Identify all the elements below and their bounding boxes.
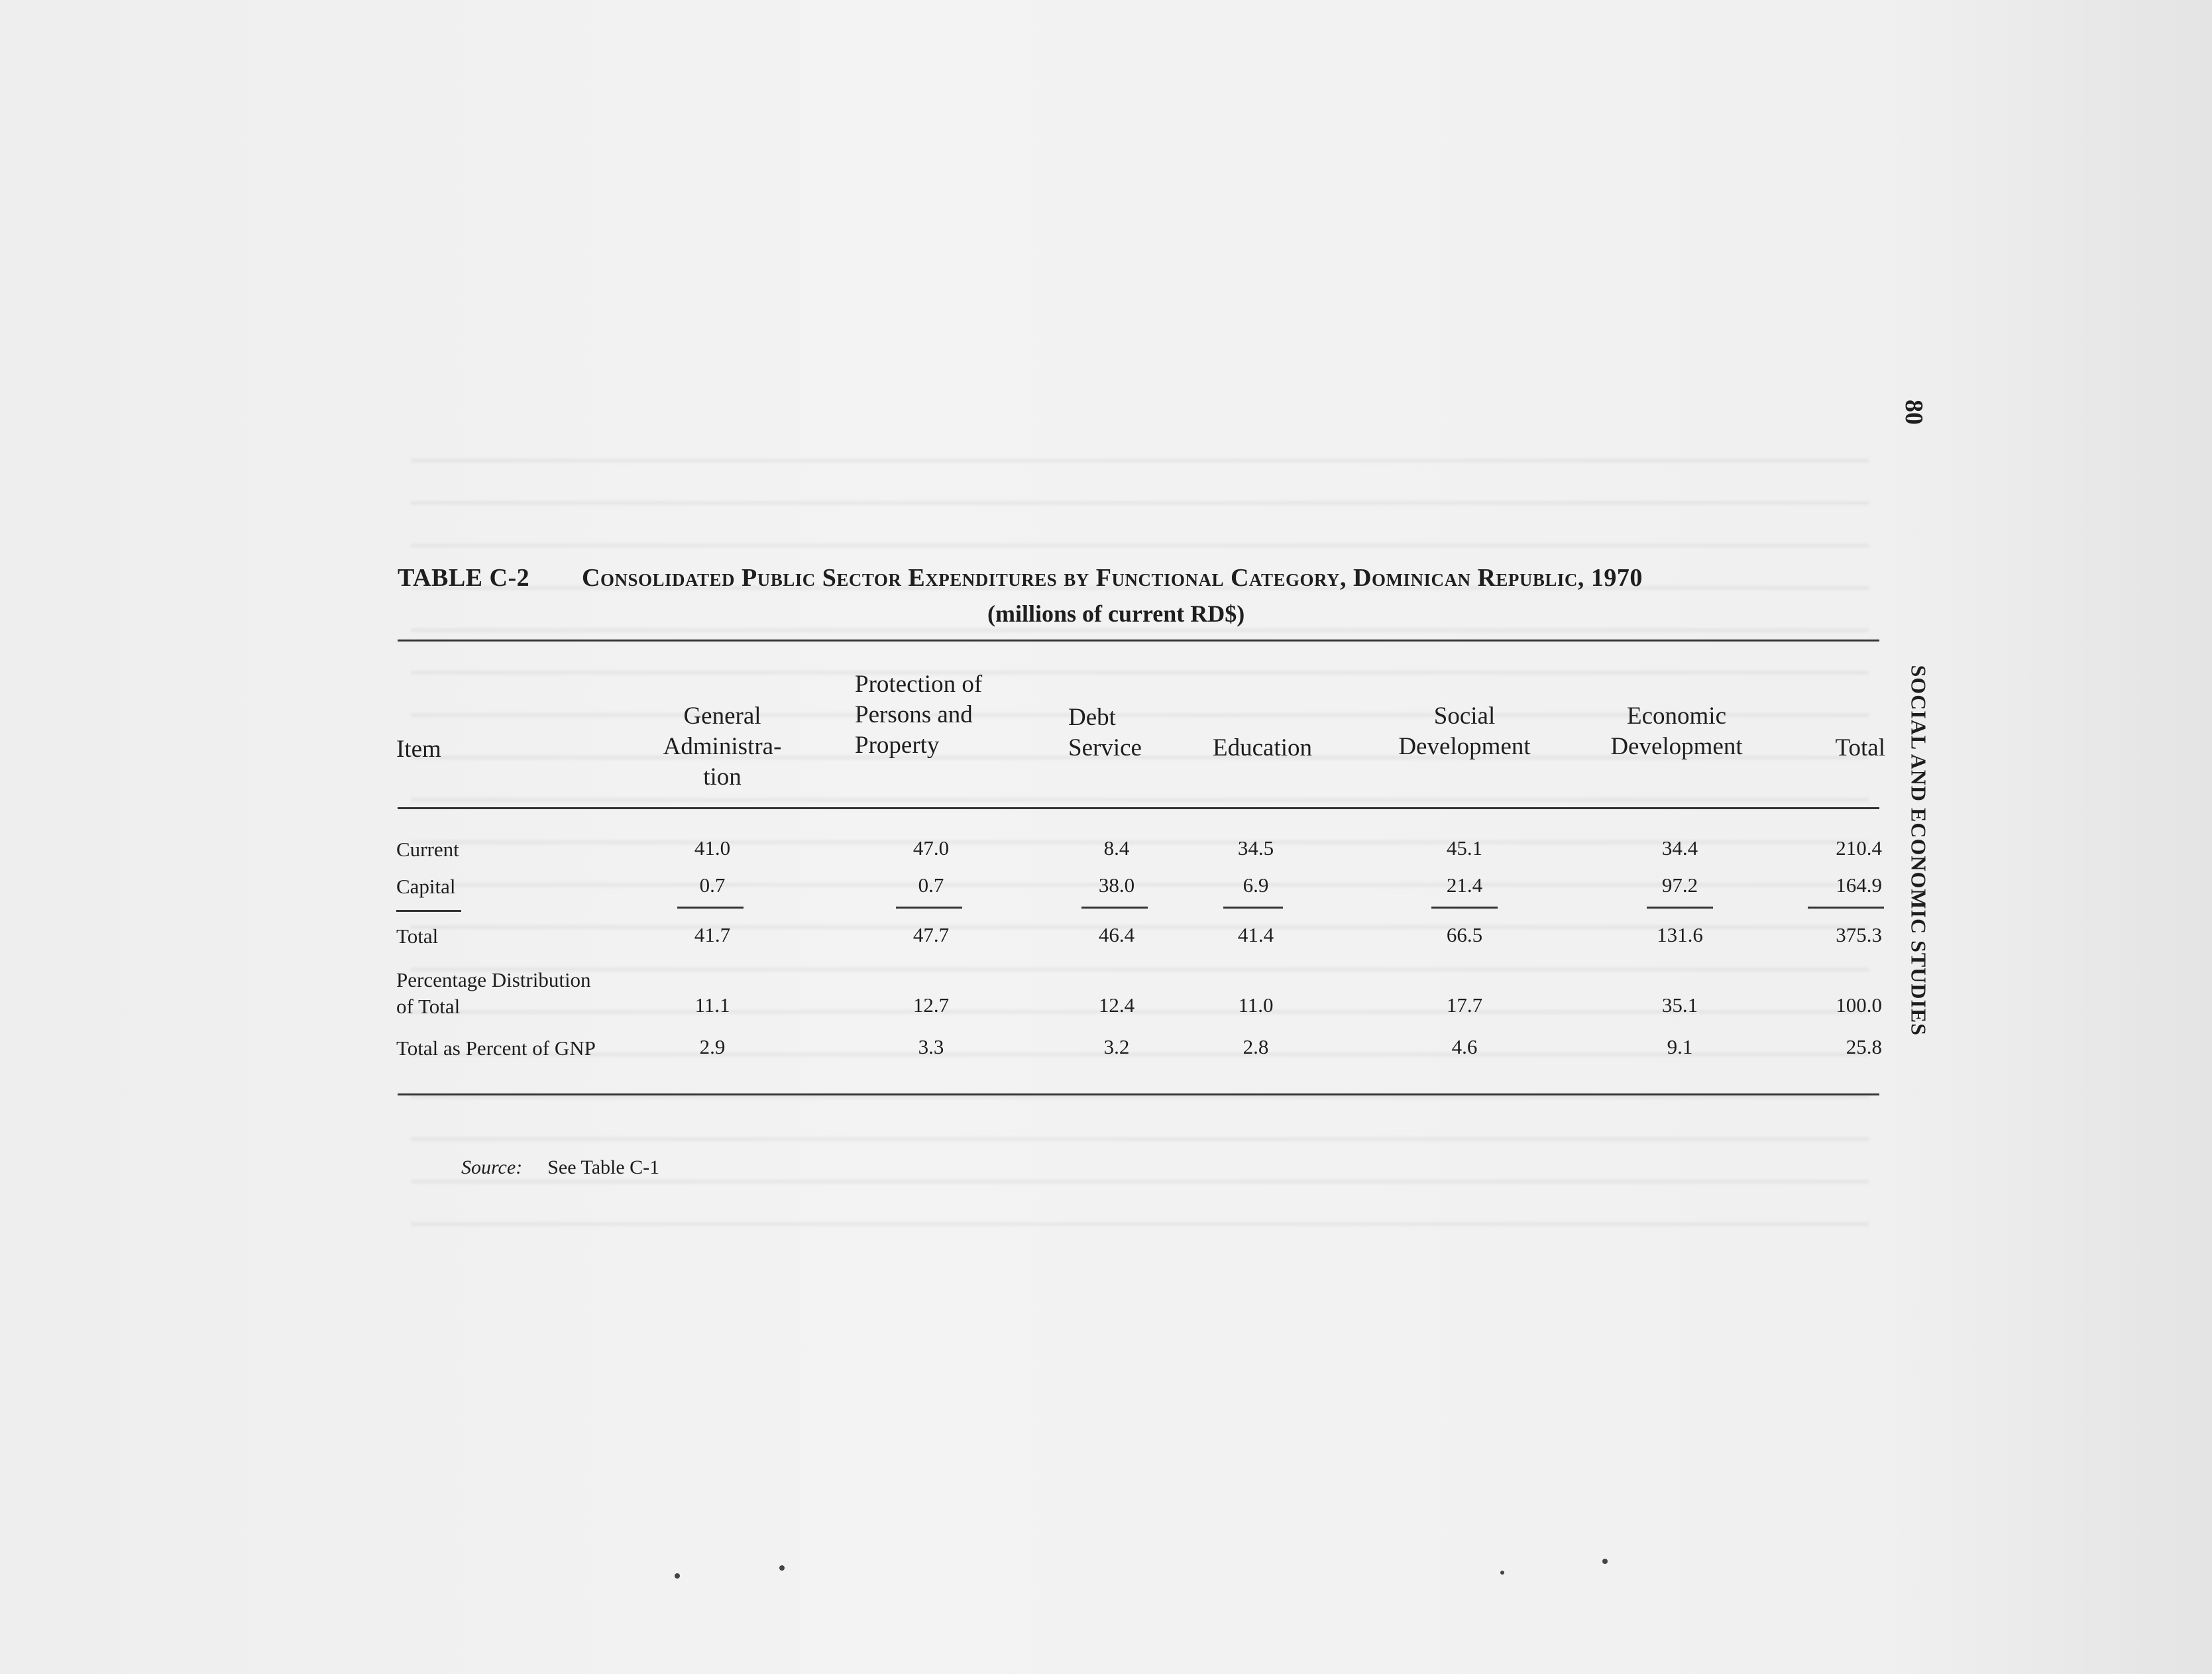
cell-total-protection: 47.7 [912, 923, 950, 946]
source-text: See Table C-1 [547, 1156, 660, 1178]
cell-gnp-general: 2.9 [699, 1035, 726, 1058]
source-label: Source: [461, 1156, 523, 1178]
cell-current-protection: 47.0 [912, 836, 950, 860]
cell-current-total: 210.4 [1836, 836, 1882, 860]
row-label-current: Current [396, 838, 459, 861]
sum-rule-protection [896, 907, 962, 909]
header-item: Item [396, 736, 441, 763]
bottom-rule [398, 1093, 1879, 1095]
cell-total-total: 375.3 [1836, 923, 1882, 946]
cell-capital-social: 21.4 [1446, 873, 1483, 897]
cell-capital-total: 164.9 [1836, 873, 1882, 897]
cell-percent-general: 11.1 [694, 993, 730, 1017]
cell-current-debt: 8.4 [1103, 836, 1130, 860]
cell-gnp-total: 25.8 [1846, 1035, 1882, 1058]
cell-gnp-education: 2.8 [1243, 1035, 1269, 1058]
sum-rule-social [1431, 907, 1498, 909]
cell-percent-protection: 12.7 [912, 993, 950, 1017]
cell-gnp-social: 4.6 [1451, 1035, 1478, 1058]
cell-current-general: 41.0 [694, 836, 731, 860]
cell-total-general: 41.7 [694, 923, 731, 946]
page-number: 80 [1900, 400, 1928, 425]
cell-gnp-debt: 3.2 [1103, 1035, 1130, 1058]
header-protection: Protection of Persons and Property [855, 671, 983, 759]
header-debt-service: Debt Service [1068, 704, 1142, 761]
speck [1500, 1571, 1504, 1575]
source-note [461, 1156, 659, 1179]
header-social-development: Social Development [1398, 702, 1531, 760]
sum-rule-total [1808, 907, 1884, 909]
cell-gnp-economic: 9.1 [1667, 1035, 1693, 1058]
row-label-percentage-line2: of Total [396, 995, 461, 1018]
table-caption: Consolidated Public Sector Expenditures by Functional Category, Dominican Republic, 1970 [582, 564, 1643, 592]
cell-total-economic: 131.6 [1657, 923, 1703, 946]
cell-gnp-protection: 3.3 [918, 1035, 944, 1058]
cell-percent-education: 11.0 [1238, 993, 1274, 1017]
sum-rule-general [677, 907, 744, 909]
row-label-gnp: Total as Percent of GNP [396, 1036, 596, 1060]
header-total: Total [1835, 734, 1885, 761]
table-units: (millions of current RD$) [987, 600, 1245, 627]
speck [779, 1565, 785, 1571]
cell-percent-debt: 12.4 [1098, 993, 1135, 1017]
table-number: TABLE C-2 [398, 564, 530, 592]
row-label-total: Total [396, 924, 439, 948]
cell-capital-debt: 38.0 [1098, 873, 1135, 897]
sum-rule-education [1223, 907, 1283, 909]
header-education: Education [1212, 734, 1312, 761]
speck [675, 1573, 680, 1579]
header-rule [398, 807, 1879, 809]
sum-rule-economic [1647, 907, 1713, 909]
row-label-capital: Capital [396, 875, 456, 898]
cell-current-social: 45.1 [1446, 836, 1483, 860]
row-label-percentage [396, 967, 591, 1020]
cell-capital-education: 6.9 [1243, 873, 1269, 897]
cell-capital-general: 0.7 [699, 873, 726, 897]
cell-percent-economic: 35.1 [1661, 993, 1698, 1017]
cell-current-economic: 34.4 [1661, 836, 1698, 860]
running-title: SOCIAL AND ECONOMIC STUDIES [1907, 665, 1931, 1036]
sum-rule-debt [1081, 907, 1148, 909]
cell-percent-social: 17.7 [1446, 993, 1483, 1017]
cell-total-debt: 46.4 [1098, 923, 1135, 946]
header-general-administration: General Administra- tion [663, 702, 782, 791]
cell-current-education: 34.5 [1237, 836, 1274, 860]
cell-total-education: 41.4 [1237, 923, 1274, 946]
capital-label-underline [396, 910, 461, 912]
row-label-percentage-line1: Percentage Distribution [396, 968, 591, 991]
cell-capital-protection: 0.7 [918, 873, 944, 897]
header-economic-development: Economic Development [1610, 702, 1743, 760]
cell-capital-economic: 97.2 [1661, 873, 1698, 897]
cell-total-social: 66.5 [1446, 923, 1483, 946]
top-rule [398, 640, 1879, 642]
cell-percent-total: 100.0 [1836, 993, 1882, 1017]
speck [1602, 1559, 1608, 1564]
